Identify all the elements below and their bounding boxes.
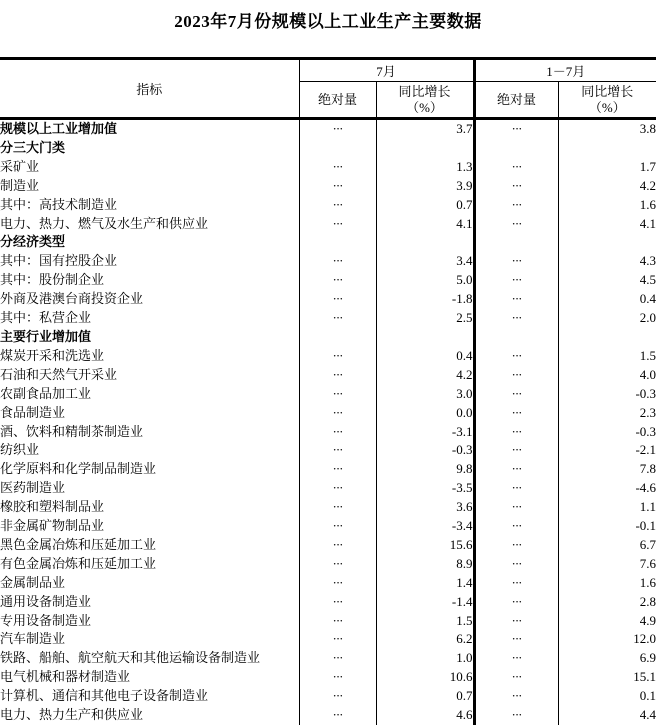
- table-row: [0, 328, 656, 347]
- yoy-value-july-cell: 0.4: [376, 347, 474, 366]
- page-title: 2023年7月份规模以上工业生产主要数据: [174, 12, 482, 31]
- abs-value-jan-jul-cell: ···: [474, 215, 558, 234]
- abs-value-july-cell: ···: [299, 385, 376, 404]
- abs-value-jan-jul-cell: ···: [474, 196, 558, 215]
- yoy-value-july-cell: 5.0: [376, 271, 474, 290]
- abs-value-july-cell: ···: [299, 441, 376, 460]
- yoy-value-jan-jul-cell: 4.4: [558, 706, 656, 725]
- table-row: [0, 366, 656, 385]
- table-row: [0, 574, 656, 593]
- abs-value-jan-jul-cell: ···: [474, 252, 558, 271]
- yoy-value-july-cell: 4.1: [376, 215, 474, 234]
- yoy-value-july-cell: [376, 139, 474, 158]
- yoy-value-jan-jul-cell: -4.6: [558, 479, 656, 498]
- header-absolute-july: [299, 82, 376, 119]
- yoy-value-jan-jul-cell: 12.0: [558, 630, 656, 649]
- yoy-value-jan-jul-cell: 1.5: [558, 347, 656, 366]
- yoy-value-jan-jul-cell: 15.1: [558, 668, 656, 687]
- abs-value-jan-jul-cell: ···: [474, 177, 558, 196]
- indicator-cell: 农副食品加工业: [0, 385, 92, 401]
- yoy-value-july-cell: 3.0: [376, 385, 474, 404]
- header-yoy-july: [376, 82, 474, 119]
- abs-value-july-cell: ···: [299, 404, 376, 423]
- abs-value-july-cell: ···: [299, 574, 376, 593]
- indicator-cell: 其中：股份制企业: [0, 272, 105, 288]
- yoy-value-july-cell: [376, 233, 474, 252]
- table-row: [0, 290, 656, 309]
- table-row: [0, 233, 656, 252]
- yoy-value-jan-jul-cell: -0.3: [558, 423, 656, 442]
- abs-value-july-cell: [299, 328, 376, 347]
- yoy-value-jan-jul-cell: 1.6: [558, 574, 656, 593]
- indicator-cell: 通用设备制造业: [0, 593, 92, 609]
- yoy-value-jan-jul-cell: [558, 328, 656, 347]
- abs-value-july-cell: ···: [299, 366, 376, 385]
- indicator-cell: 化学原料和化学制品制造业: [0, 461, 157, 477]
- table-row: [0, 612, 656, 631]
- indicator-cell: 煤炭开采和洗选业: [0, 347, 105, 363]
- header-absolute-jan-jul: [474, 82, 558, 119]
- abs-value-july-cell: ···: [299, 593, 376, 612]
- abs-value-jan-jul-cell: ···: [474, 630, 558, 649]
- yoy-value-jan-jul-cell: 7.8: [558, 460, 656, 479]
- abs-value-jan-jul-cell: ···: [474, 649, 558, 668]
- indicator-cell: 金属制品业: [0, 574, 66, 590]
- abs-value-jan-jul-cell: ···: [474, 668, 558, 687]
- abs-value-jan-jul-cell: ···: [474, 404, 558, 423]
- abs-value-jan-jul-cell: ···: [474, 612, 558, 631]
- table-row: [0, 385, 656, 404]
- abs-value-july-cell: ···: [299, 347, 376, 366]
- yoy-value-july-cell: 2.5: [376, 309, 474, 328]
- abs-value-july-cell: ···: [299, 423, 376, 442]
- table-row: [0, 649, 656, 668]
- table-row: [0, 630, 656, 649]
- table-header: [0, 59, 656, 119]
- abs-value-july-cell: ···: [299, 498, 376, 517]
- abs-value-july-cell: ···: [299, 706, 376, 725]
- abs-value-jan-jul-cell: ···: [474, 423, 558, 442]
- yoy-value-jan-jul-cell: 4.0: [558, 366, 656, 385]
- yoy-value-jan-jul-cell: -0.3: [558, 385, 656, 404]
- absolute-label: 绝对量: [317, 91, 357, 107]
- yoy-value-jan-jul-cell: 0.4: [558, 290, 656, 309]
- yoy-label-line1: 同比增长: [581, 83, 634, 99]
- indicator-cell: 制造业: [0, 177, 40, 193]
- indicator-cell: 有色金属冶炼和压延加工业: [0, 555, 157, 571]
- abs-value-july-cell: ···: [299, 309, 376, 328]
- table-row: [0, 687, 656, 706]
- abs-value-jan-jul-cell: ···: [474, 119, 558, 139]
- indicator-cell: 铁路、船舶、航空航天和其他运输设备制造业: [0, 650, 261, 666]
- table-row: [0, 252, 656, 271]
- indicator-cell: 酒、饮料和精制茶制造业: [0, 423, 144, 439]
- abs-value-july-cell: [299, 139, 376, 158]
- yoy-value-july-cell: 4.6: [376, 706, 474, 725]
- indicator-cell: 其中：国有控股企业: [0, 253, 118, 269]
- yoy-value-july-cell: 6.2: [376, 630, 474, 649]
- abs-value-july-cell: ···: [299, 196, 376, 215]
- abs-value-july-cell: ···: [299, 536, 376, 555]
- abs-value-jan-jul-cell: ···: [474, 366, 558, 385]
- abs-value-jan-jul-cell: ···: [474, 498, 558, 517]
- yoy-value-jan-jul-cell: [558, 139, 656, 158]
- table-row: [0, 555, 656, 574]
- indicator-cell: 黑色金属冶炼和压延加工业: [0, 536, 157, 552]
- abs-value-jan-jul-cell: ···: [474, 158, 558, 177]
- indicator-cell: 橡胶和塑料制品业: [0, 499, 105, 515]
- table-row: [0, 423, 656, 442]
- abs-value-jan-jul-cell: ···: [474, 309, 558, 328]
- abs-value-jan-jul-cell: ···: [474, 536, 558, 555]
- table-row: [0, 158, 656, 177]
- yoy-value-jan-jul-cell: 3.8: [558, 119, 656, 139]
- yoy-value-jan-jul-cell: 2.8: [558, 593, 656, 612]
- yoy-value-july-cell: 3.4: [376, 252, 474, 271]
- table-body: [0, 119, 656, 725]
- table-row: [0, 498, 656, 517]
- yoy-value-july-cell: 0.7: [376, 687, 474, 706]
- yoy-value-july-cell: 1.4: [376, 574, 474, 593]
- table-row: [0, 271, 656, 290]
- table-row: [0, 460, 656, 479]
- abs-value-july-cell: ···: [299, 517, 376, 536]
- table-row: [0, 177, 656, 196]
- yoy-value-july-cell: [376, 328, 474, 347]
- yoy-value-july-cell: 3.6: [376, 498, 474, 517]
- yoy-value-jan-jul-cell: 4.9: [558, 612, 656, 631]
- table-row: [0, 593, 656, 612]
- indicator-cell: 非金属矿物制品业: [0, 518, 105, 534]
- yoy-value-jan-jul-cell: 1.1: [558, 498, 656, 517]
- indicator-cell: 主要行业增加值: [0, 328, 92, 344]
- yoy-value-jan-jul-cell: 7.6: [558, 555, 656, 574]
- abs-value-jan-jul-cell: ···: [474, 441, 558, 460]
- abs-value-jan-jul-cell: ···: [474, 706, 558, 725]
- indicator-cell: 电气机械和器材制造业: [0, 669, 131, 685]
- yoy-value-july-cell: 1.3: [376, 158, 474, 177]
- indicator-cell: 电力、热力、燃气及水生产和供应业: [0, 215, 209, 231]
- table-row: [0, 517, 656, 536]
- yoy-value-july-cell: 10.6: [376, 668, 474, 687]
- abs-value-july-cell: ···: [299, 649, 376, 668]
- indicator-cell: 规模以上工业增加值: [0, 121, 118, 136]
- abs-value-july-cell: ···: [299, 479, 376, 498]
- table-row: [0, 479, 656, 498]
- indicator-cell: 外商及港澳台商投资企业: [0, 291, 144, 307]
- yoy-value-july-cell: 3.7: [376, 119, 474, 139]
- abs-value-july-cell: ···: [299, 252, 376, 271]
- indicator-cell: 采矿业: [0, 158, 40, 174]
- abs-value-jan-jul-cell: [474, 139, 558, 158]
- header-period-jan-jul: 1－7月: [474, 59, 656, 82]
- abs-value-july-cell: ···: [299, 687, 376, 706]
- table-row: [0, 706, 656, 725]
- table-row: [0, 119, 656, 139]
- yoy-value-jan-jul-cell: 6.7: [558, 536, 656, 555]
- table-row: [0, 404, 656, 423]
- abs-value-july-cell: ···: [299, 612, 376, 631]
- yoy-value-july-cell: 1.0: [376, 649, 474, 668]
- header-period-july: 7月: [299, 59, 474, 82]
- industrial-data-table: [0, 57, 656, 725]
- yoy-value-july-cell: 0.0: [376, 404, 474, 423]
- abs-value-july-cell: ···: [299, 177, 376, 196]
- table-row: [0, 536, 656, 555]
- abs-value-jan-jul-cell: ···: [474, 347, 558, 366]
- indicator-cell: 医药制造业: [0, 480, 66, 496]
- indicator-cell: 其中：高技术制造业: [0, 196, 118, 212]
- yoy-value-jan-jul-cell: 2.0: [558, 309, 656, 328]
- abs-value-july-cell: ···: [299, 271, 376, 290]
- table-row: [0, 196, 656, 215]
- indicator-cell: 专用设备制造业: [0, 612, 92, 628]
- abs-value-jan-jul-cell: ···: [474, 271, 558, 290]
- header-row-periods: [0, 59, 656, 82]
- table-row: [0, 139, 656, 158]
- yoy-value-july-cell: -1.8: [376, 290, 474, 309]
- yoy-value-jan-jul-cell: 1.7: [558, 158, 656, 177]
- yoy-value-jan-jul-cell: 4.2: [558, 177, 656, 196]
- yoy-value-july-cell: 0.7: [376, 196, 474, 215]
- yoy-value-july-cell: 15.6: [376, 536, 474, 555]
- yoy-value-july-cell: -3.4: [376, 517, 474, 536]
- yoy-value-july-cell: 1.5: [376, 612, 474, 631]
- yoy-value-jan-jul-cell: 4.3: [558, 252, 656, 271]
- header-yoy-jan-jul: [558, 82, 656, 119]
- yoy-value-july-cell: -3.5: [376, 479, 474, 498]
- abs-value-jan-jul-cell: ···: [474, 385, 558, 404]
- table-row: [0, 668, 656, 687]
- abs-value-jan-jul-cell: ···: [474, 460, 558, 479]
- yoy-value-jan-jul-cell: -2.1: [558, 441, 656, 460]
- indicator-cell: 分三大门类: [0, 139, 66, 155]
- abs-value-july-cell: ···: [299, 668, 376, 687]
- abs-value-july-cell: [299, 233, 376, 252]
- abs-value-july-cell: ···: [299, 215, 376, 234]
- table-row: [0, 347, 656, 366]
- header-indicator: 指标: [0, 59, 299, 119]
- yoy-label-line2: （%）: [406, 99, 443, 115]
- indicator-cell: 电力、热力生产和供应业: [0, 707, 144, 723]
- table-row: [0, 441, 656, 460]
- yoy-label-line2: （%）: [588, 99, 626, 115]
- abs-value-jan-jul-cell: ···: [474, 517, 558, 536]
- abs-value-jan-jul-cell: ···: [474, 555, 558, 574]
- abs-value-jan-jul-cell: ···: [474, 574, 558, 593]
- yoy-value-july-cell: -0.3: [376, 441, 474, 460]
- abs-value-jan-jul-cell: ···: [474, 479, 558, 498]
- abs-value-jan-jul-cell: [474, 233, 558, 252]
- yoy-value-jan-jul-cell: 6.9: [558, 649, 656, 668]
- yoy-value-july-cell: 9.8: [376, 460, 474, 479]
- yoy-value-jan-jul-cell: 2.3: [558, 404, 656, 423]
- yoy-value-jan-jul-cell: 0.1: [558, 687, 656, 706]
- abs-value-july-cell: ···: [299, 630, 376, 649]
- yoy-value-july-cell: -3.1: [376, 423, 474, 442]
- indicator-cell: 其中：私营企业: [0, 310, 92, 326]
- abs-value-july-cell: ···: [299, 158, 376, 177]
- abs-value-jan-jul-cell: [474, 328, 558, 347]
- abs-value-jan-jul-cell: ···: [474, 687, 558, 706]
- indicator-cell: 纺织业: [0, 442, 40, 458]
- indicator-cell: 计算机、通信和其他电子设备制造业: [0, 688, 209, 704]
- yoy-value-jan-jul-cell: -0.1: [558, 517, 656, 536]
- indicator-cell: 分经济类型: [0, 234, 66, 250]
- yoy-value-jan-jul-cell: [558, 233, 656, 252]
- abs-value-july-cell: ···: [299, 460, 376, 479]
- yoy-value-july-cell: 4.2: [376, 366, 474, 385]
- abs-value-jan-jul-cell: ···: [474, 290, 558, 309]
- yoy-value-jan-jul-cell: 4.1: [558, 215, 656, 234]
- absolute-label: 绝对量: [497, 91, 537, 107]
- table-row: [0, 215, 656, 234]
- indicator-cell: 汽车制造业: [0, 631, 66, 647]
- abs-value-jan-jul-cell: ···: [474, 593, 558, 612]
- abs-value-july-cell: ···: [299, 290, 376, 309]
- yoy-value-july-cell: 8.9: [376, 555, 474, 574]
- abs-value-july-cell: ···: [299, 555, 376, 574]
- yoy-label-line1: 同比增长: [398, 83, 451, 99]
- abs-value-july-cell: ···: [299, 119, 376, 139]
- indicator-cell: 食品制造业: [0, 404, 66, 420]
- yoy-value-july-cell: 3.9: [376, 177, 474, 196]
- yoy-value-jan-jul-cell: 4.5: [558, 271, 656, 290]
- yoy-value-jan-jul-cell: 1.6: [558, 196, 656, 215]
- yoy-value-july-cell: -1.4: [376, 593, 474, 612]
- indicator-cell: 石油和天然气开采业: [0, 366, 118, 382]
- table-row: [0, 309, 656, 328]
